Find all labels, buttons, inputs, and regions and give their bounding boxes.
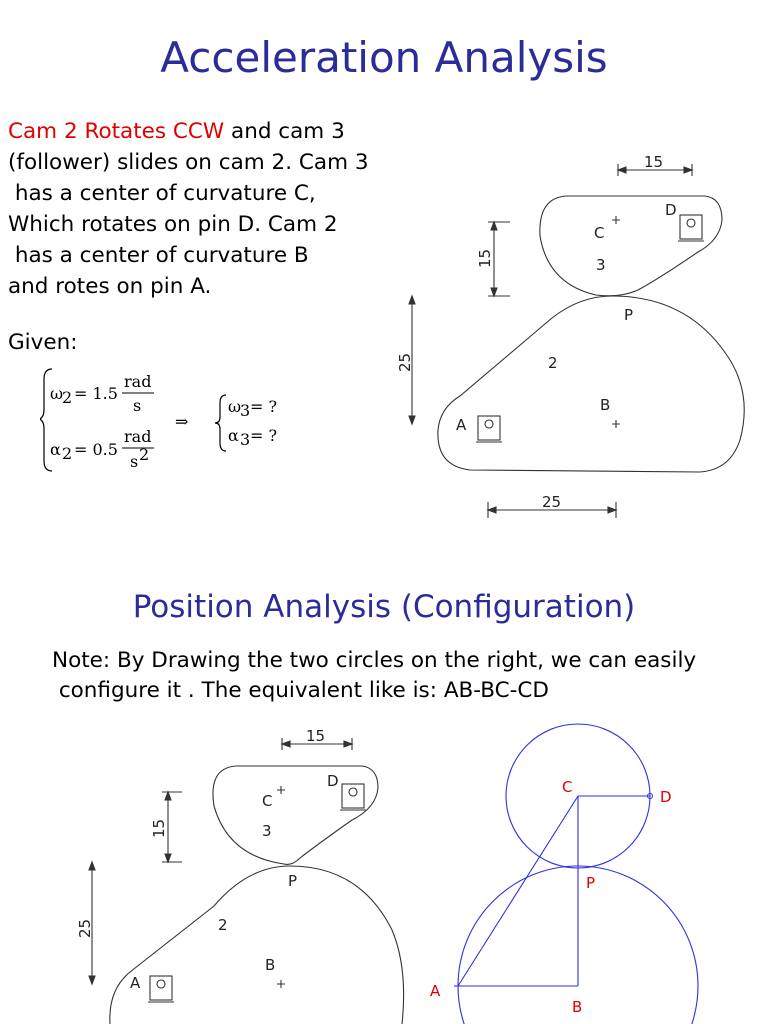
label-3: 3	[596, 256, 606, 274]
label-p-3: P	[586, 874, 596, 892]
dim-left-25-2: 25	[76, 918, 94, 938]
dim-top-15-2: 15	[306, 727, 326, 745]
alpha2-sub: 2	[62, 444, 73, 463]
label-d-2: D	[327, 772, 339, 790]
label-p: P	[624, 306, 634, 324]
label-b: B	[600, 396, 611, 414]
omega2-unit-num: rad	[124, 372, 152, 391]
label-p-2: P	[288, 872, 298, 890]
omega3-rhs: = ?	[250, 397, 278, 416]
dim-bottom-25: 25	[542, 493, 562, 511]
alpha2-symbol: α	[50, 440, 61, 459]
implies-arrow: ⇒	[175, 412, 189, 431]
dim-left-25: 25	[396, 352, 414, 372]
label-3-2: 3	[262, 822, 272, 840]
label-a-3: A	[430, 982, 441, 1000]
label-2-2: 2	[218, 916, 228, 934]
label-d-3: D	[660, 788, 672, 806]
alpha2-rhs: = 0.5	[74, 440, 118, 459]
label-c-2: C	[262, 792, 273, 810]
label-b-3: B	[572, 998, 583, 1016]
omega2-rhs: = 1.5	[74, 384, 118, 403]
omega2-symbol: ω	[50, 384, 64, 403]
alpha2-unit-exp: 2	[139, 445, 150, 464]
dim-left-15-2: 15	[150, 818, 168, 838]
omega3-symbol: ω	[228, 397, 242, 416]
intro-text: and cam 3 (follower) slides on cam 2. Cam 3 has a center of curvature C, Which rotates on pin D. Cam 2 has a center of curvature B and rotes on pin A.	[8, 119, 369, 299]
alpha3-rhs: = ?	[250, 426, 278, 445]
dim-top-15: 15	[644, 153, 664, 171]
dim-left-15: 15	[476, 248, 494, 268]
section-subtitle: Position Analysis (Configuration)	[132, 589, 636, 625]
alpha2-unit-den: s	[130, 452, 139, 471]
omega2-sub: 2	[62, 388, 73, 407]
intro-highlight: Cam 2 Rotates CCW	[8, 119, 225, 144]
alpha3-sub: 3	[240, 430, 251, 449]
alpha3-symbol: α	[228, 426, 239, 445]
label-b-2: B	[265, 956, 276, 974]
link-ac	[458, 796, 578, 986]
alpha2-unit-num: rad	[124, 427, 152, 446]
omega2-unit-den: s	[133, 396, 142, 415]
omega3-sub: 3	[240, 401, 251, 420]
label-d: D	[665, 201, 677, 219]
label-c: C	[594, 224, 605, 242]
page-title: Acceleration Analysis	[160, 33, 608, 82]
label-2: 2	[548, 354, 558, 372]
label-c-3: C	[562, 778, 573, 796]
given-label: Given:	[8, 330, 78, 355]
label-a: A	[456, 416, 467, 434]
label-a-2: A	[130, 974, 141, 992]
note-text: Note: By Drawing the two circles on the right, we can easily configure it . The equivalent like is: AB-BC-CD	[52, 648, 697, 703]
